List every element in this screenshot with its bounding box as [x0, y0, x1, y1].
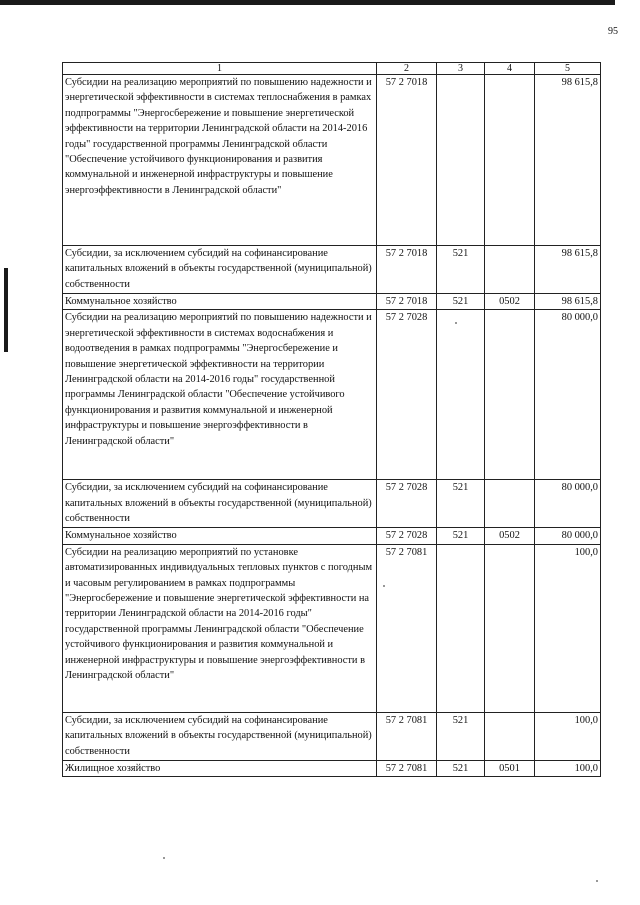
- scan-speck: [163, 857, 165, 859]
- row-vr: 521: [437, 712, 485, 760]
- row-name: Субсидии на реализацию мероприятий по повышению надежности и энергетической эффективности в системах теплоснабжения в рамках подпрограммы "Энергосбережение и повышение энергетической эффективности на территории Ленинградской области на 2014-2016 годы" государственной программы Ленинградской области "Обеспечение устойчивого функционирования и развития коммунальной и инженерной инфраструктуры и повышение энергоэффективности в Ленинградской области": [63, 75, 377, 246]
- scan-edge-top: [0, 0, 615, 5]
- scan-edge-left: [4, 268, 8, 352]
- row-csr: 57 2 7028: [377, 480, 437, 528]
- table-row: [63, 544, 601, 712]
- row-csr: 57 2 7081: [377, 712, 437, 760]
- col-header-csr: 2: [377, 63, 437, 75]
- budget-table: [62, 62, 601, 777]
- row-rz: [485, 544, 535, 712]
- row-sum: 100,0: [535, 712, 601, 760]
- row-sum: 80 000,0: [535, 528, 601, 544]
- row-csr: 57 2 7081: [377, 544, 437, 712]
- row-sum: 98 615,8: [535, 294, 601, 310]
- row-csr: 57 2 7018: [377, 246, 437, 294]
- row-sum: 100,0: [535, 760, 601, 776]
- row-name: Субсидии на реализацию мероприятий по повышению надежности и энергетической эффективности в системах водоснабжения и водоотведения в рамках подпрограммы "Энергосбережение и повышение энергетической эффективности на территории Ленинградской области на 2014-2016 годы" государственной программы Ленинградской области "Обеспечение устойчивого функционирования и развития коммунальной и инженерной инфраструктуры и повышение энергоэффективности в Ленинградской области": [63, 310, 377, 480]
- row-name: Субсидии на реализацию мероприятий по установке автоматизированных индивидуальных тепловых пунктов с погодным и часовым регулированием в рамках подпрограммы "Энергосбережение и повышение энергетической эффективности на территории Ленинградской области на 2014-2016 годы" государственной программы Ленинградской области "Обеспечение устойчивого функционирования и развития коммунальной и инженерной инфраструктуры и повышение энергоэффективности в Ленинградской области": [63, 544, 377, 712]
- scan-speck: [596, 880, 598, 882]
- row-rz: [485, 480, 535, 528]
- table-row: [63, 294, 601, 310]
- scan-speck: [383, 585, 385, 587]
- row-name: Жилищное хозяйство: [63, 760, 377, 776]
- row-sum: 80 000,0: [535, 310, 601, 480]
- row-rz: 0502: [485, 294, 535, 310]
- page-number: 95: [608, 26, 618, 37]
- table-row: [63, 712, 601, 760]
- row-csr: 57 2 7028: [377, 310, 437, 480]
- row-sum: 98 615,8: [535, 75, 601, 246]
- col-header-name: 1: [63, 63, 377, 75]
- row-sum: 98 615,8: [535, 246, 601, 294]
- row-vr: 521: [437, 480, 485, 528]
- row-vr: 521: [437, 294, 485, 310]
- row-name: Субсидии, за исключением субсидий на софинансирование капитальных вложений в объекты государственной (муниципальной) собственности: [63, 480, 377, 528]
- row-csr: 57 2 7018: [377, 294, 437, 310]
- row-sum: 80 000,0: [535, 480, 601, 528]
- scan-speck: [455, 322, 457, 324]
- table-row: [63, 528, 601, 544]
- row-vr: [437, 544, 485, 712]
- table-row: [63, 760, 601, 776]
- row-vr: 521: [437, 760, 485, 776]
- row-csr: 57 2 7018: [377, 75, 437, 246]
- row-rz: [485, 712, 535, 760]
- row-csr: 57 2 7081: [377, 760, 437, 776]
- row-rz: 0501: [485, 760, 535, 776]
- row-name: Коммунальное хозяйство: [63, 294, 377, 310]
- row-rz: [485, 246, 535, 294]
- table-row: [63, 246, 601, 294]
- row-rz: 0502: [485, 528, 535, 544]
- row-name: Коммунальное хозяйство: [63, 528, 377, 544]
- row-vr: 521: [437, 246, 485, 294]
- table-row: [63, 480, 601, 528]
- col-header-rz: 4: [485, 63, 535, 75]
- row-sum: 100,0: [535, 544, 601, 712]
- row-name: Субсидии, за исключением субсидий на софинансирование капитальных вложений в объекты государственной (муниципальной) собственности: [63, 246, 377, 294]
- row-name: Субсидии, за исключением субсидий на софинансирование капитальных вложений в объекты государственной (муниципальной) собственности: [63, 712, 377, 760]
- col-header-vr: 3: [437, 63, 485, 75]
- col-header-sum: 5: [535, 63, 601, 75]
- table-row: [63, 75, 601, 246]
- table-row: [63, 310, 601, 480]
- row-rz: [485, 310, 535, 480]
- row-csr: 57 2 7028: [377, 528, 437, 544]
- row-vr: [437, 75, 485, 246]
- row-rz: [485, 75, 535, 246]
- header-row: [63, 63, 601, 75]
- row-vr: [437, 310, 485, 480]
- row-vr: 521: [437, 528, 485, 544]
